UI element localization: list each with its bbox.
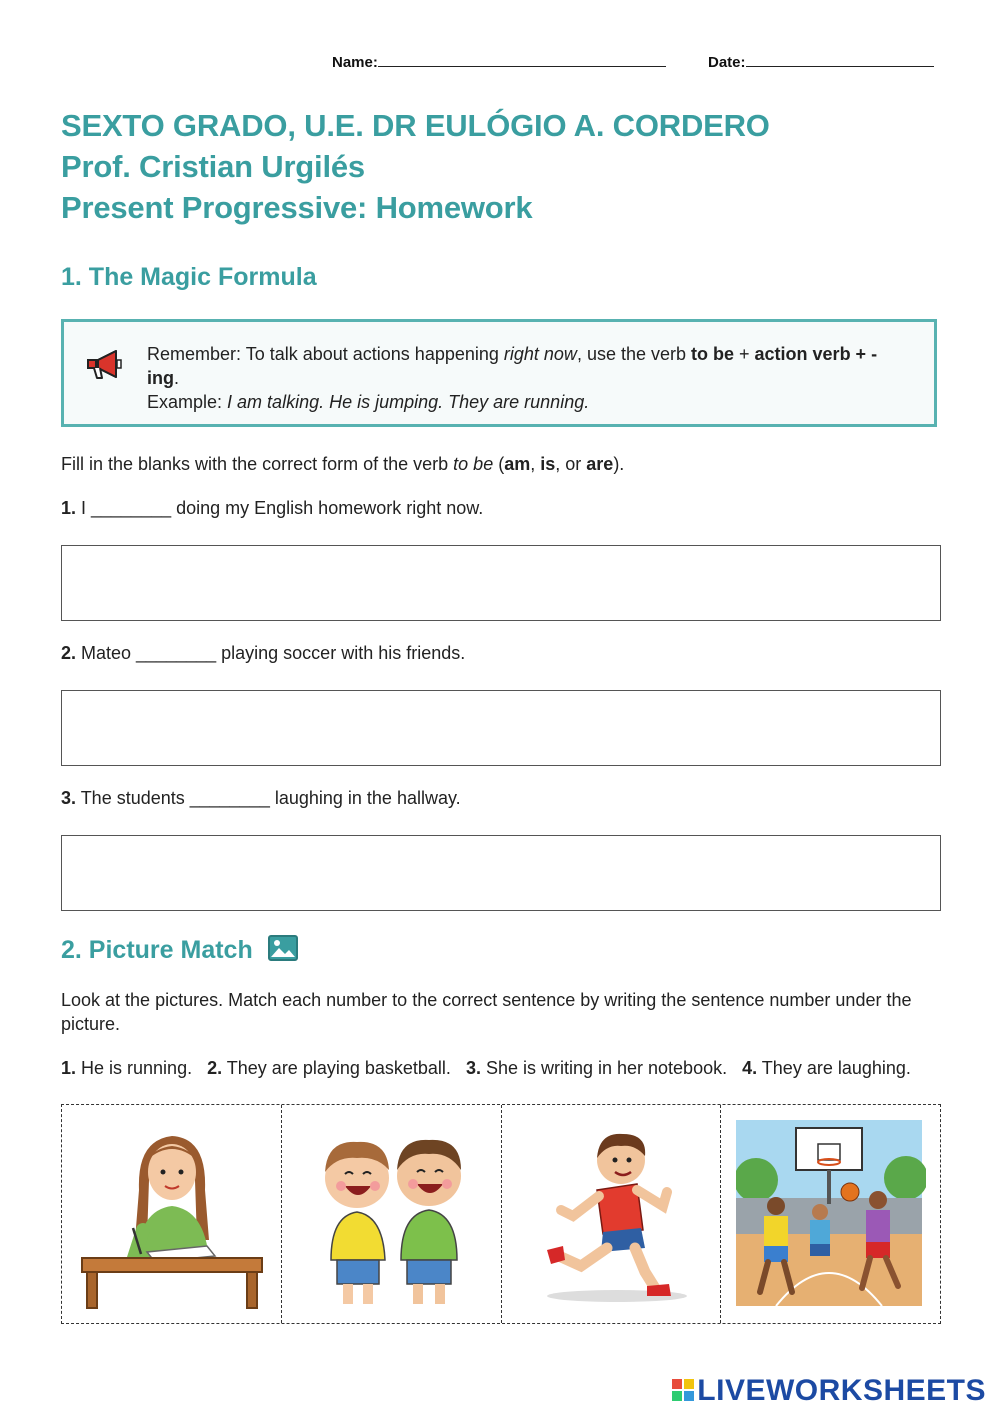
question-2 (61, 643, 465, 664)
question-1 (61, 498, 483, 519)
match-sentences (61, 1056, 941, 1080)
note-to-be: to be (691, 344, 735, 364)
picture-cell-2[interactable] (282, 1105, 502, 1323)
teacher-title: Prof. Cristian Urgilés (61, 149, 365, 184)
topic-title: Present Progressive: Homework (61, 190, 533, 225)
note-example-text: I am talking. He is jumping. They are running. (227, 392, 590, 412)
school-title: SEXTO GRADO, U.E. DR EULÓGIO A. CORDERO (61, 108, 770, 143)
sentence-number: 4. (742, 1058, 758, 1078)
instr-pre: Fill in the blanks with the correct form of the verb (61, 454, 454, 474)
logo-text: LIVEWORKSHEETS (697, 1374, 986, 1407)
note-right-now: right now (503, 344, 577, 364)
instr-open: ( (493, 454, 505, 474)
fill-instruction (61, 454, 624, 475)
question-text: I ________ doing my English homework right now. (76, 498, 484, 518)
liveworksheets-logo-icon (671, 1378, 695, 1402)
girl-writing-image (77, 1120, 267, 1310)
instr-to-be: to be (453, 454, 494, 474)
megaphone-icon (84, 348, 124, 382)
question-text: The students ________ laughing in the hallway. (76, 788, 461, 808)
question-number: 1. (61, 498, 77, 518)
answer-input-2[interactable] (61, 690, 941, 766)
question-number: 2. (61, 643, 77, 663)
instr-or: , or (555, 454, 587, 474)
kids-basketball-image (736, 1120, 926, 1310)
sentence-text: He is running. (76, 1058, 193, 1078)
instr-close: ). (613, 454, 625, 474)
note-plus: + (734, 344, 755, 364)
section2-heading-text: 2. Picture Match (61, 936, 253, 964)
picture-cell-1[interactable] (62, 1105, 282, 1323)
question-number: 3. (61, 788, 77, 808)
date-label: Date: (708, 54, 746, 71)
picture-icon (268, 935, 298, 961)
sentence-number: 2. (207, 1058, 223, 1078)
instr-am: am (504, 454, 531, 474)
question-text: Mateo ________ playing soccer with his friends. (76, 643, 466, 663)
picture-cell-4[interactable] (721, 1105, 940, 1323)
note-action: action verb + -ing (147, 344, 878, 388)
note-period: . (174, 368, 180, 388)
date-line[interactable] (746, 52, 934, 67)
answer-input-3[interactable] (61, 835, 941, 911)
sentence-text: They are laughing. (757, 1058, 911, 1078)
instr-is: is (540, 454, 556, 474)
sentence-number: 1. (61, 1058, 77, 1078)
remember-note (61, 319, 937, 427)
name-line[interactable] (378, 52, 666, 67)
picture-grid (61, 1104, 941, 1324)
boy-running-image (517, 1120, 707, 1310)
question-3 (61, 788, 461, 809)
note-remember-pre: Remember: To talk about actions happening (147, 344, 504, 364)
answer-input-1[interactable] (61, 545, 941, 621)
note-example-label: Example: (147, 392, 228, 412)
section1-heading: 1. The Magic Formula (61, 263, 317, 291)
instr-are: are (586, 454, 614, 474)
sentence-text: They are playing basketball. (222, 1058, 451, 1078)
boys-laughing-image (297, 1120, 487, 1310)
match-instruction: Look at the pictures. Match each number to the correct sentence by writing the sentence number under the picture. (61, 990, 912, 1034)
name-label: Name: (332, 54, 378, 71)
note-remember-mid: , use the verb (576, 344, 692, 364)
name-field[interactable] (332, 52, 666, 71)
picture-cell-3[interactable] (502, 1105, 722, 1323)
sentence-text: She is writing in her notebook. (480, 1058, 728, 1078)
section2-heading (61, 935, 298, 965)
liveworksheets-logo[interactable] (671, 1374, 986, 1408)
sentence-number: 3. (465, 1058, 481, 1078)
instr-comma: , (530, 454, 541, 474)
note-text (147, 342, 907, 414)
date-field[interactable] (708, 52, 934, 71)
